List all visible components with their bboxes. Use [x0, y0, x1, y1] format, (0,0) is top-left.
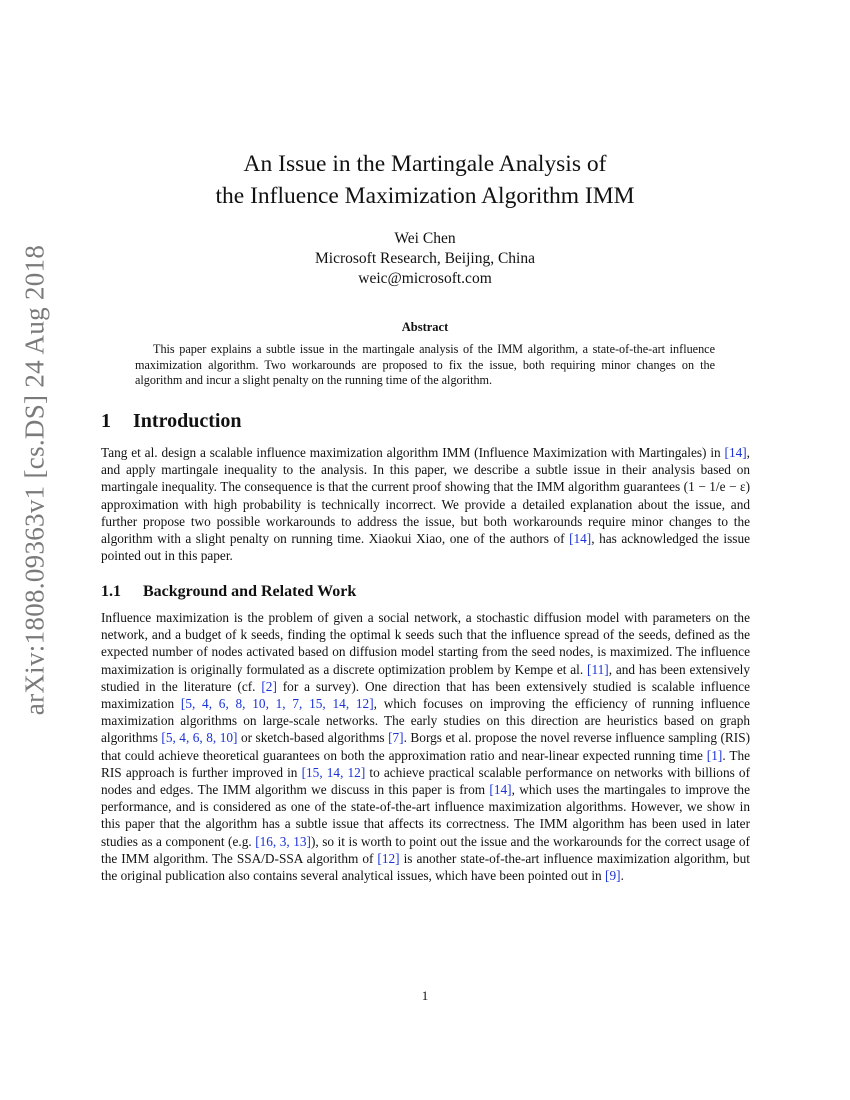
text-run: . The RIS approach is further improved in: [101, 747, 750, 780]
title-line-1: An Issue in the Martingale Analysis of: [243, 151, 607, 177]
citation-link[interactable]: [14]: [569, 531, 592, 547]
text-run: , which uses the martingales to improve the performance, and is considered as one of the state-of-the-art influence maximization algorithms. However, we show in this paper that the algorithm has a subtle issue that affects its correctness. The IMM algorithm has been used in later studies as a component (e.g.: [101, 782, 750, 849]
text-run: , has acknowledged the issue pointed out in this paper.: [101, 531, 750, 564]
introduction-paragraph: [101, 444, 750, 564]
author-name: Wei Chen: [394, 230, 456, 247]
author-block: [100, 229, 750, 289]
citation-link[interactable]: [1]: [706, 747, 723, 763]
author-affiliation: Microsoft Research, Beijing, China: [315, 250, 535, 267]
text-run: , which focuses on improving the efficiency of running influence maximization algorithms on large-scale networks. The early studies on this direction are heuristics based on graph algorithms: [101, 696, 750, 746]
citation-link[interactable]: [9]: [605, 868, 621, 884]
text-run: for a survey). One direction that has been extensively studied is scalable influence maximization: [101, 678, 750, 712]
citation-link[interactable]: [12]: [377, 850, 400, 866]
background-paragraph: [101, 609, 750, 884]
abstract-heading: Abstract: [401, 320, 449, 334]
section-1-1-number: 1.1: [101, 583, 121, 600]
arxiv-identifier-text: arXiv:1808.09363v1 [cs.DS] 24 Aug 2018: [19, 244, 50, 716]
paper-title: [100, 148, 750, 212]
citation-link[interactable]: [14]: [724, 445, 747, 460]
text-run: to achieve practical scalable performance on networks with billions of nodes and edges. The IMM algorithm we discuss in this paper is from: [101, 764, 750, 798]
title-line-2: the Influence Maximization Algorithm IMM: [215, 183, 635, 209]
text-run: or sketch-based algorithms: [237, 730, 389, 746]
citation-link[interactable]: [11]: [587, 661, 609, 677]
section-1-title: Introduction: [133, 410, 242, 432]
citation-link[interactable]: [5, 4, 6, 8, 10, 1, 7, 15, 14, 12]: [180, 696, 374, 712]
text-run: , and has been extensively studied in the literature (cf.: [101, 661, 750, 694]
text-run: . Borgs et al. propose the novel reverse influence sampling (RIS) that could achieve theoretical guarantees on both the approximation ratio and near-linear expected running time: [101, 730, 751, 763]
page-number: 1: [421, 988, 429, 1003]
citation-link[interactable]: [16, 3, 13]: [255, 833, 311, 849]
citation-link[interactable]: [7]: [388, 730, 404, 746]
section-1-number: 1: [101, 410, 111, 432]
text-run: Influence maximization is the problem of given a social network, a stochastic diffusion model with parameters on the network, and a budget of k seeds, finding the optimal k seeds such that the influence spread of the seeds, defined as the expected number of nodes activated based on diffusion model starting from the seed nodes, is maximized. The influence maximization is originally formulated as a discrete optimization problem by Kempe et al.: [101, 610, 750, 677]
citation-link[interactable]: [15, 14, 12]: [301, 764, 366, 780]
text-run: Tang et al. design a scalable influence maximization algorithm IMM (Influence Maximization with Martingales) in: [101, 445, 725, 460]
text-run: , and apply martingale inequality to the analysis. In this paper, we describe a subtle issue in their analysis based on martingale inequality. The consequence is that the current proof showing that the IMM algorithm guarantees (1 − 1/e − ε) approximation with high probability is technically incorrect. We provide a detailed explanation about the issue, and further propose two possible workarounds to address the issue, but both workarounds require minor changes to the algorithm with a slight penalty on running time. Xiaokui Xiao, one of the authors of: [101, 445, 750, 547]
citation-link[interactable]: [14]: [489, 782, 512, 798]
section-1-1-heading: [101, 583, 356, 601]
abstract-text: This paper explains a subtle issue in the martingale analysis of the IMM algorithm, a state-of-the-art influence maximization algorithm. Two workarounds are proposed to fix the issue, both requiring minor changes on the algorithm and incur a slight penalty on the running time of the algorithm.: [135, 342, 715, 387]
citation-link[interactable]: [2]: [261, 678, 277, 694]
citation-link[interactable]: [5, 4, 6, 8, 10]: [161, 730, 238, 746]
author-email: weic@microsoft.com: [358, 270, 492, 287]
text-run: is another state-of-the-art influence maximization algorithm, but the original publication also contains several analytical issues, which have been pointed out in: [101, 850, 750, 884]
text-run: ), so it is worth to point out the issue and the workarounds for the correct usage of the IMM algorithm. The SSA/D-SSA algorithm of: [101, 833, 750, 866]
section-1-heading: [101, 410, 242, 433]
section-1-1-title: Background and Related Work: [143, 583, 357, 600]
arxiv-side-identifier: [19, 244, 50, 716]
text-run: .: [620, 868, 624, 884]
